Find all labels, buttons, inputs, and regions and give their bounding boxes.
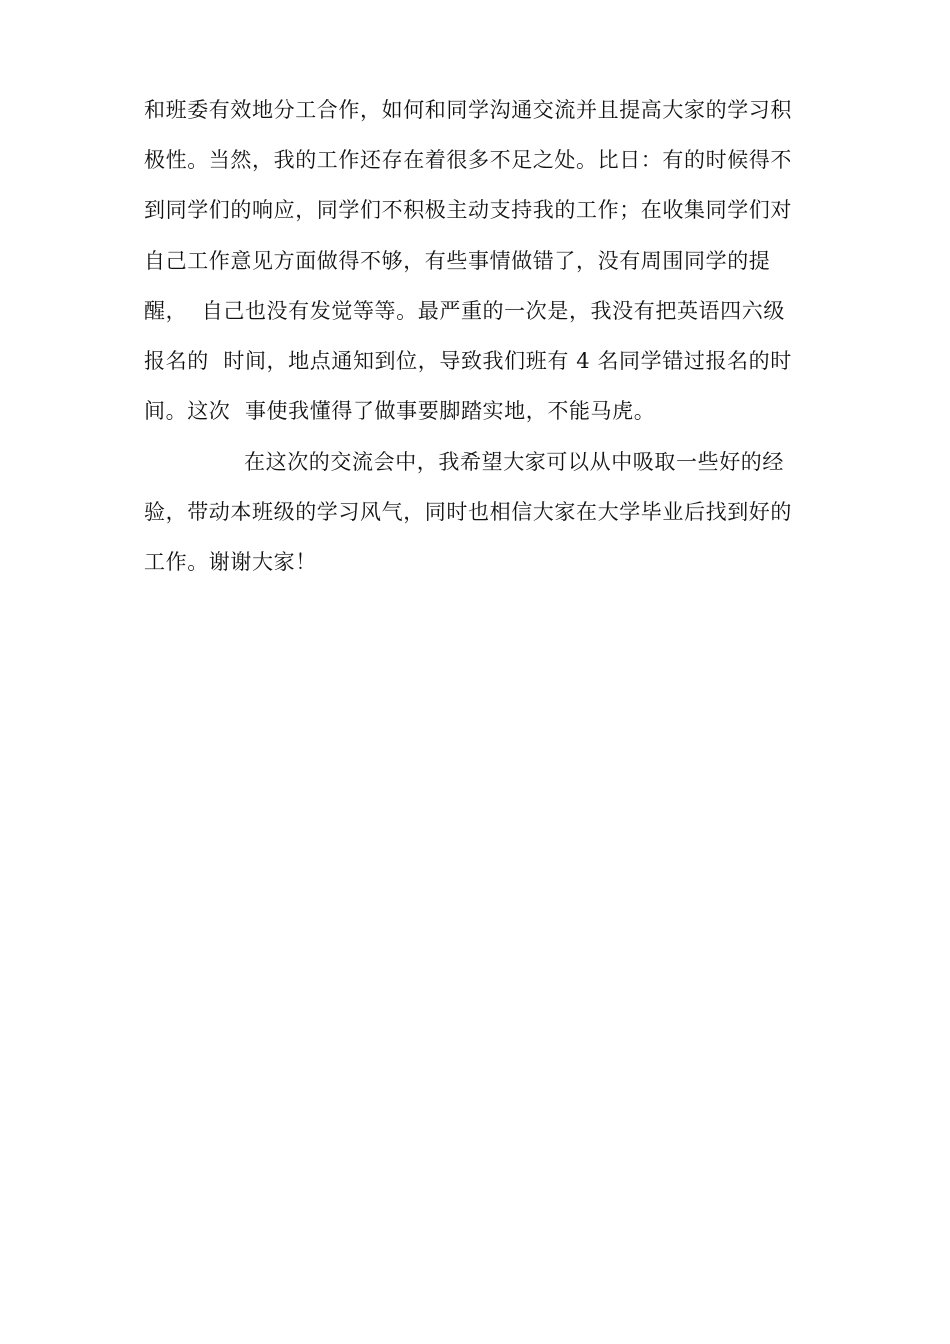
paragraph-line: 醒， 自己也没有发觉等等。最严重的一次是，我没有把英语四六级 [144,299,785,323]
paragraph-line: 工作。谢谢大家！ [144,550,317,574]
paragraph-line: 验，带动本班级的学习风气，同时也相信大家在大学毕业后找到好的 [144,500,792,524]
paragraph-line: 到同学们的响应，同学们不积极主动支持我的工作；在收集同学们对 [144,198,792,222]
paragraph-line: 间。这次 事使我懂得了做事要脚踏实地，不能马虎。 [144,399,656,423]
paragraph-line: 报名的 时间，地点通知到位，导致我们班有 4 名同学错过报名的时 [144,349,792,373]
paragraph-line: 自己工作意见方面做得不够，有些事情做错了，没有周围同学的提 [144,249,771,273]
paragraph-line: 在这次的交流会中，我希望大家可以从中吸取一些好的经 [244,450,784,474]
paragraph-line: 极性。当然，我的工作还存在着很多不足之处。比日：有的时候得不 [144,148,792,172]
paragraph-line: 和班委有效地分工合作，如何和同学沟通交流并且提高大家的学习积 [144,98,792,122]
